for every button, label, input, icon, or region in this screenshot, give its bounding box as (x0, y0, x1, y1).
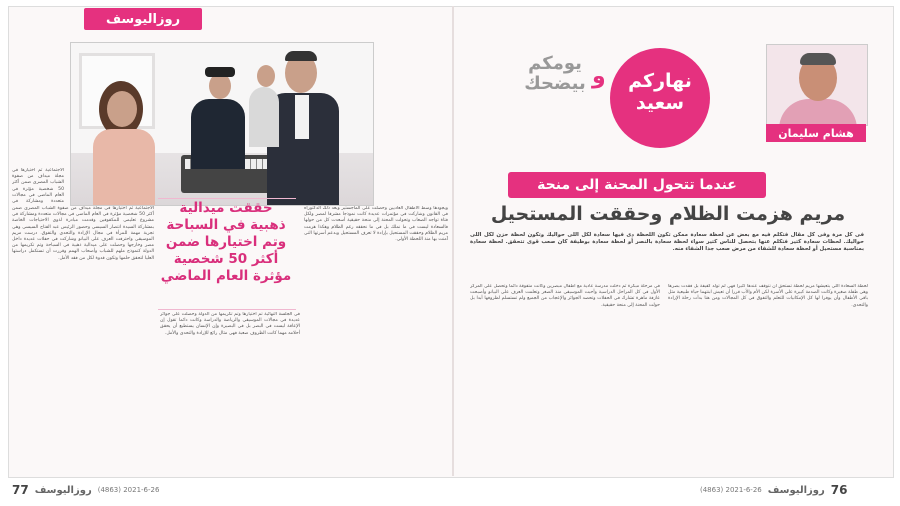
photo-man-hair (285, 51, 317, 61)
author-hair (800, 53, 836, 65)
body-column-left-2: ويجودها وسط الأطفال العاديين وحصلت على الماجستير وبعد ذلك الدكتوراه فى القانون وشاركت فى مؤتمرات عديدة كانت نموذجا مشرفا لمصر ولكل فتاة تواجه الصعاب وتحولت المحنة إلى منحة حقيقية أسعدت كل من حولها فالسعادة ليست فى ما نملك بل فى ما نحققه رغم الظلام وهكذا هزمت مريم الظلام وحققت المستحيل بإرادة لا تعرف المستحيل وبدعم أسرتها التى آمنت بها منذ اللحظة الأولى. (304, 206, 448, 243)
pullquote: حققت ميدالية ذهبية في السباحة وتم اختيارها ضمن أكثر 50 شخصية مؤثرة العام الماضي (160, 200, 292, 284)
footer-brand: روزاليوسف (767, 484, 825, 496)
body-column-left-1b: الاجتماعية ثم اختيارها فى مجلة ميداف من صفوة الشباب المصرى ضمن أكثر 50 شخصية مؤثرة فى العام الماضى فى مجالات متعددة ومشاركة فى مشروع تعليمى للمكفوفين وقدمت مبادرة لذوى الاحتياجات الخاصة بمشاركة السيدة انتصار السيسى وحضور الرئيس عبد الفتاح السيسى وهى تجربة مهمة للمرأة فى مجال الإرادة والتحدى والتفوق. درست مريم الموسيقى واحترفت العزف على البيانو وشاركت فى حفلات عديدة داخل مصر وخارجها وحصلت على ميدالية ذهبية فى السباحة وتم تكريمها من الدولة كنموذج ملهم للشباب وأصحاب الهمم وقررت أن تستكمل دراستها العليا لتحقق حلمها وتكون قدوة لكل من فقد الأمل. (12, 206, 154, 261)
photo-woman-head (107, 91, 137, 127)
photo-officer-cap (205, 67, 235, 77)
column-logo (500, 46, 750, 138)
body-column-right-2: لحظة السعادة اللى بتعيشها مريم لحظة تستحق أن نتوقف عندها كثيرا فهى لم تولد كفيفة بل فقدت بصرها وهى طفلة صغيرة وكانت الصدمة كبيرة على الأسرة لكن الأم والأب قررا أن تعيش ابنتهما حياة طبيعية مثل باقى الأطفال وأن يوفرا لها كل الإمكانيات للتعلم والتفوق فى كل المجالات ومن هنا بدأت رحلة الإرادة والتحدى. (668, 284, 868, 308)
issue-date: (4863) 2021-6-26 (97, 486, 160, 494)
footer-brand: روزاليوسف (34, 484, 92, 496)
author-photo (766, 44, 868, 126)
photo-woman-body (93, 129, 155, 205)
article-photo (70, 42, 374, 206)
logo-conjunction: و (592, 64, 606, 89)
logo-secondary-text: يومكم بيضحك (524, 53, 586, 94)
body-column-left-1: الاجتماعية ثم اختيارها فى مجلة ميداف من صفوة الشباب المصرى ضمن أكثر 50 شخصية مؤثرة فى العام الماضى فى مجالات متعددة ومشاركة فى (12, 168, 64, 204)
footer-right (700, 482, 847, 498)
lede: فى كل مرة وفى كل مقال فتكلم فيه مع بعض عن لحظة سعادة ممكن تكون اللحظة دى فيها سعادة لكل اللى حواليك وتكون لحظة حزن لكل اللى حواليك. لحظات سعادة كتير فتكلم عنها بتحصل للناس كتير سواء لحظة سعادة بالنصر أو لحظة سعادة بوظيفة كان صعب قوى تتحقق. لحظة سعادة بمناسبة مستحيل أو لحظة سعادة للشفاء من مرض صعب جدا الشفاء منه. (470, 232, 864, 252)
author-name: هشام سليمان (766, 124, 866, 142)
headline: مريم هزمت الظلام وحققت المستحيل (490, 203, 846, 225)
issue-date: (4863) 2021-6-26 (700, 486, 762, 494)
page-gutter (452, 6, 454, 476)
footer-left (12, 482, 159, 498)
photo-officer-body (191, 99, 245, 169)
author-shirt (779, 99, 857, 126)
page-number: 77 (12, 483, 29, 497)
photo-man-shirt (295, 95, 309, 139)
logo-main-text: نهاركم سعيد (628, 70, 692, 114)
photo-guard-body (249, 87, 279, 147)
body-column-right-1: فى مرحلة مبكرة ثم دخلت مدرسة عادية مع أطفال مبصرين وكانت متفوقة دائما وتحصل على المركز الأول فى كل المراحل الدراسية وأحبت الموسيقى منذ الصغر وتعلمت العزف على البيانو وأصبحت عازفة ماهرة تشارك فى الحفلات وتحصد الجوائز والإعجاب من الجميع ولم تستسلم لظروفها أبدا بل حولت المحنة إلى منحة حقيقية. (470, 284, 660, 308)
body-column-left-3: فى الجلسة النهائية تم اختيارها وتم تكريمها من الدولة وحصلت على جوائز عديدة فى مجالات الموسيقى والرياضة والدراسة وكانت دائما تقول إن الإعاقة ليست فى البصر بل فى البصيرة وإن الإنسان يستطيع أن يحقق أحلامه مهما كانت الظروف صعبة فهى مثال رائع للإرادة والتحدى والأمل. (160, 312, 300, 336)
brand-tag: روزاليوسف (84, 8, 202, 30)
photo-guard-head (257, 65, 275, 87)
page-number: 76 (830, 483, 848, 497)
kicker: عندما تتحول المحنة إلى منحة (508, 172, 766, 198)
